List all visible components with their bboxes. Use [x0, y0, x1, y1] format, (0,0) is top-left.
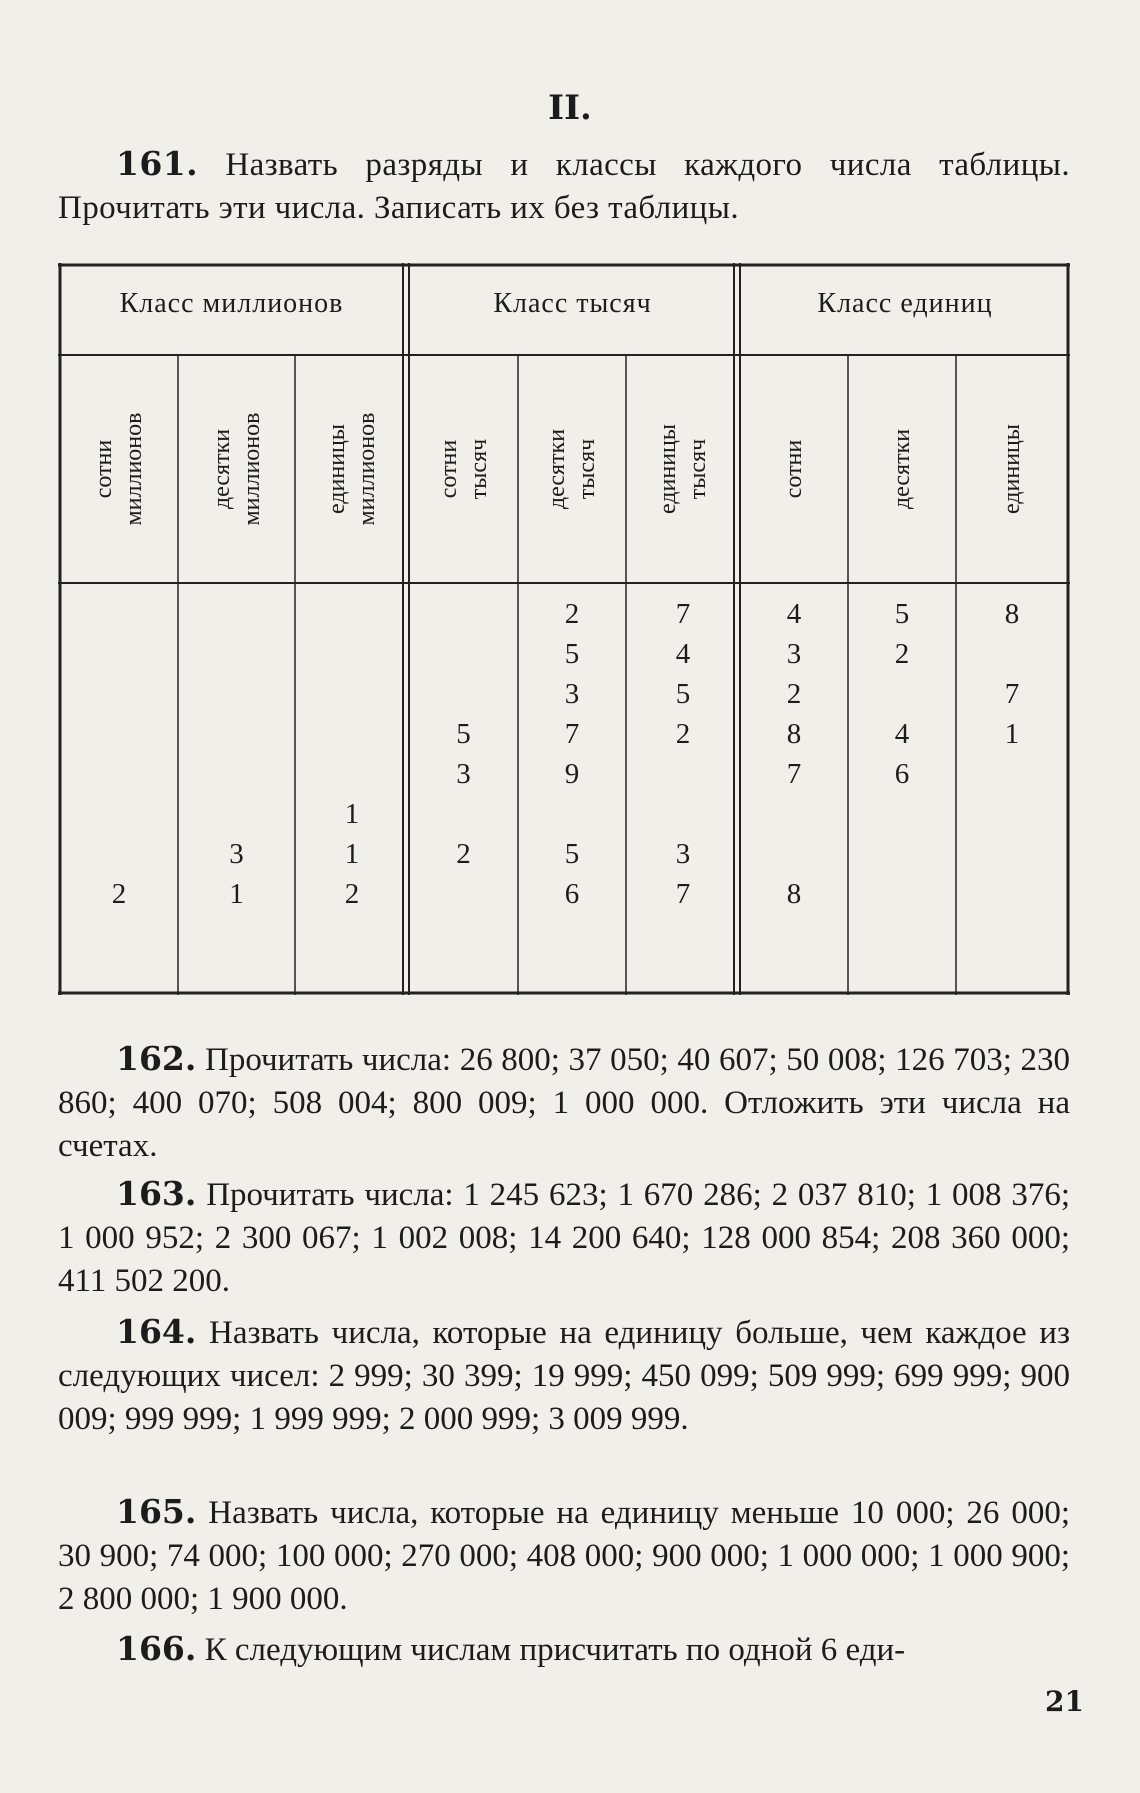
- exercise-number: 161.: [116, 144, 198, 183]
- column-header: [779, 369, 809, 569]
- exercise-164: [58, 1310, 1070, 1441]
- column-header-line: десятки: [208, 428, 235, 510]
- table-digit: 6: [894, 758, 910, 790]
- table-digit: 6: [564, 878, 580, 910]
- table-digit: 4: [786, 598, 802, 630]
- column-header: [542, 369, 602, 569]
- column-header-line: единицы: [999, 423, 1025, 515]
- table-digit: 2: [786, 678, 802, 710]
- exercise-161: [58, 142, 1070, 230]
- table-digit: 8: [786, 878, 802, 910]
- table-digit: 5: [456, 718, 471, 750]
- column-header: [434, 369, 494, 569]
- column-header-line: сотни: [435, 439, 462, 499]
- exercise-text: Прочитать числа: 26 800; 37 050; 40 607; 50 008; 126 703; 230 860; 400 070; 508 004; 800 009; 1 000 000. Отложить эти числа на счетах.: [58, 1042, 1071, 1164]
- column-header-line: миллионов: [238, 412, 265, 526]
- exercise-162: [58, 1037, 1070, 1168]
- section-heading: II.: [548, 88, 592, 128]
- column-header-line: тысяч: [465, 438, 492, 500]
- table-digit: 5: [564, 638, 580, 670]
- column-header: [322, 369, 382, 569]
- column-header-line: десятки: [544, 428, 570, 510]
- table-digit: 3: [786, 638, 802, 670]
- column-header: [887, 369, 917, 569]
- table-digit: 2: [344, 878, 360, 910]
- table-digit: 1: [229, 878, 244, 910]
- exercise-165: [58, 1490, 1070, 1621]
- table-digit: 3: [229, 838, 244, 870]
- column-header-line: десятки: [889, 428, 915, 510]
- table-digit: 2: [894, 638, 910, 670]
- column-header-line: тысяч: [574, 438, 600, 500]
- table-digit: 1: [1004, 718, 1020, 750]
- table-digit: 4: [894, 718, 910, 750]
- table-digit: 8: [786, 718, 802, 750]
- exercise-text: Назвать разряды и классы каждого числа таблицы. Прочитать эти числа. Записать их без таблицы.: [58, 147, 1070, 226]
- class-header-units: Класс единиц: [817, 288, 993, 319]
- exercise-text: Назвать числа, которые на единицу больше, чем каждое из следующих чисел: 2 999; 30 399; 19 999; 450 099; 509 999; 699 999; 900 009; 999 999; 1 999 999; 2 000 999; 3 009 999.: [58, 1315, 1071, 1437]
- table-digit: 2: [111, 878, 127, 910]
- table-digit: 1: [344, 798, 360, 830]
- table-digit: 9: [564, 758, 580, 790]
- column-header: [997, 369, 1027, 569]
- table-digit: 7: [786, 758, 802, 790]
- table-digit: 2: [564, 598, 580, 630]
- exercise-number: 162.: [116, 1039, 197, 1078]
- column-header: [653, 369, 713, 569]
- exercise-166: [58, 1627, 1070, 1672]
- column-header-line: миллионов: [354, 412, 380, 526]
- exercise-163: [58, 1172, 1070, 1303]
- column-header-line: единицы: [324, 423, 350, 515]
- table-digit: 7: [1004, 678, 1020, 710]
- column-header-line: сотни: [91, 439, 117, 499]
- table-digit: 5: [894, 598, 910, 630]
- table-digit: 7: [564, 718, 580, 750]
- exercise-number: 163.: [116, 1174, 197, 1213]
- exercise-text: Прочитать числа: 1 245 623; 1 670 286; 2 037 810; 1 008 376; 1 000 952; 2 300 067; 1 002 008; 14 200 640; 128 000 854; 208 360 000; 411 502 200.: [58, 1177, 1071, 1299]
- column-header: [207, 369, 267, 569]
- table-digit: 8: [1004, 598, 1020, 630]
- table-digit: 5: [564, 838, 580, 870]
- column-header-line: единицы: [655, 423, 681, 515]
- exercise-number: 164.: [116, 1312, 197, 1351]
- table-digit: 5: [675, 678, 691, 710]
- table-digit: 4: [675, 638, 691, 670]
- column-header: [89, 369, 149, 569]
- table-digit: 2: [456, 838, 471, 870]
- table-digit: 7: [675, 878, 691, 910]
- class-header-millions: Класс миллионов: [119, 288, 344, 319]
- column-header-line: тысяч: [685, 438, 711, 500]
- exercise-text: К следующим числам присчитать по одной 6 еди-: [204, 1632, 906, 1668]
- exercise-text: Назвать числа, которые на единицу меньше 10 000; 26 000; 30 900; 74 000; 100 000; 270 000; 408 000; 900 000; 1 000 000; 1 000 900; 2 800 000; 1 900 000.: [58, 1495, 1070, 1617]
- table-digit: 3: [564, 678, 580, 710]
- table-digit: 2: [675, 718, 691, 750]
- column-header-line: сотни: [781, 439, 807, 499]
- exercise-number: 166.: [116, 1629, 197, 1668]
- table-digit: 3: [675, 838, 691, 870]
- table-digit: 3: [456, 758, 471, 790]
- table-digit: 7: [675, 598, 691, 630]
- exercise-number: 165.: [116, 1492, 197, 1531]
- page-number: 21: [1045, 1685, 1084, 1718]
- column-header-line: миллионов: [121, 412, 147, 526]
- class-header-thousands: Класс тысяч: [493, 288, 652, 319]
- table-digit: 1: [344, 838, 360, 870]
